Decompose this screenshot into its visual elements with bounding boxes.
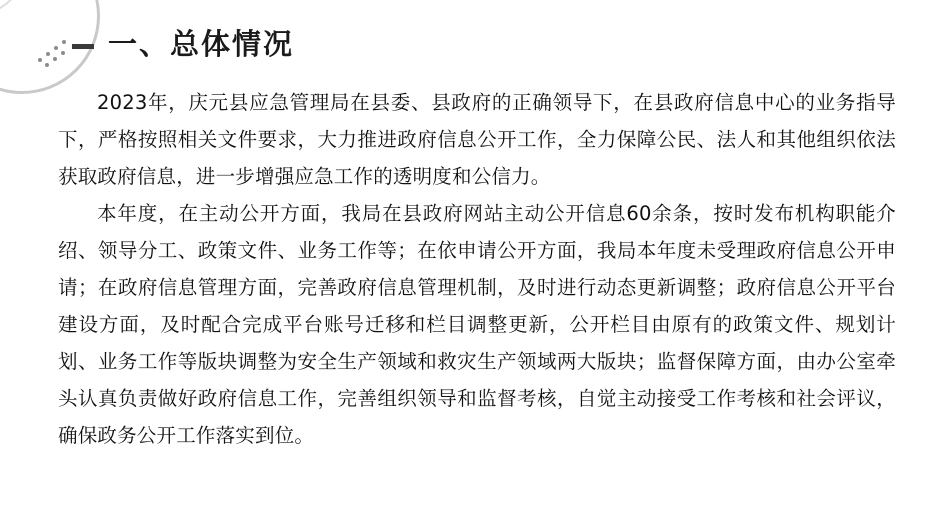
body-paragraph: 本年度，在主动公开方面，我局在县政府网站主动公开信息60余条，按时发布机构职能介绍、领导分工、政策文件、业务工作等；在依申请公开方面，我局本年度未受理政府信息公开申请；在政府信息管理方面，完善政府信息管理机制，及时进行动态更新调整；政府信息公开平台建设方面，及时配合完成平台账号迁移和栏目调整更新，公开栏目由原有的政策文件、规划计划、业务工作等版块调整为安全生产领域和救灾生产领域两大版块；监督保障方面，由办公室牵头认真负责做好政府信息工作，完善组织领导和监督考核，自觉主动接受工作考核和社会评议，确保政务公开工作落实到位。: [58, 202, 896, 447]
page-title: 一、总体情况: [108, 26, 295, 61]
dot-icon: [38, 58, 42, 62]
dot-icon: [45, 63, 49, 67]
dot-icon: [61, 51, 65, 55]
dot-icon: [46, 52, 50, 56]
slide-body: [58, 84, 896, 454]
slide-title-row: [72, 22, 294, 66]
dot-icon: [54, 46, 58, 50]
dot-icon: [53, 57, 57, 61]
dot-icon: [62, 40, 66, 44]
title-accent-bar: [72, 44, 94, 49]
corner-arc-inner-decoration: [0, 0, 29, 17]
body-paragraph: 2023年，庆元县应急管理局在县委、县政府的正确领导下，在县政府信息中心的业务指导下，严格按照相关文件要求，大力推进政府信息公开工作，全力保障公民、法人和其他组织依法获取政府信息，进一步增强应急工作的透明度和公信力。: [58, 91, 896, 188]
